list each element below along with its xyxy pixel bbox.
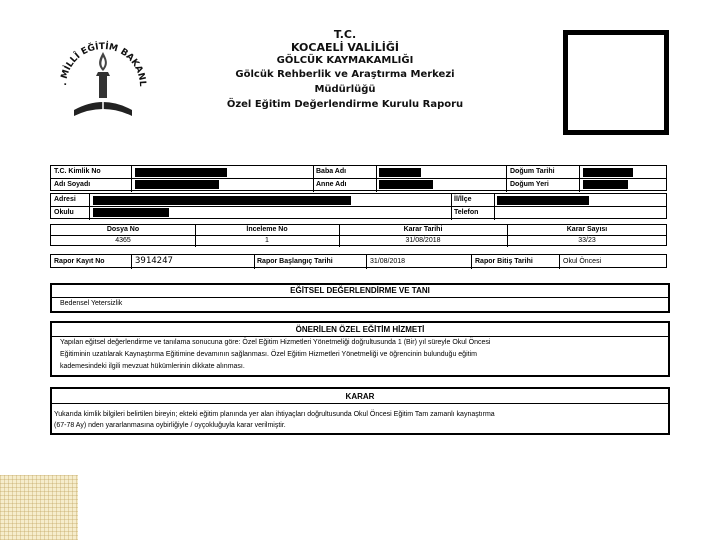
redacted-name (135, 180, 219, 189)
address-label: Adresi (54, 196, 76, 203)
file-no-value: 4365 (115, 237, 131, 244)
diagnosis-section (50, 283, 670, 313)
redacted-city (497, 196, 589, 205)
father-label: Baba Adı (316, 168, 347, 175)
decision-number-value: 33/23 (578, 237, 596, 244)
report-end-label: Rapor Bitiş Tarihi (475, 258, 533, 265)
mother-label: Anne Adı (316, 181, 347, 188)
report-row (50, 254, 667, 268)
decision-section (50, 387, 670, 435)
city-label: İl/İlçe (454, 196, 472, 203)
header-kaymakamlik: GÖLCÜK KAYMAKAMLIĞI (276, 55, 414, 66)
decision-number-header: Karar Sayısı (566, 226, 608, 233)
decision-line-1: Yukarıda kimlik bilgileri belirtilen bireyin; ekteki eğitim planında yer alan ihtiyaçları doğrultusunda Okul Öncesi Eğitim Tam zamanlı kaynaştırma (54, 411, 495, 418)
report-reg-value: 3914247 (135, 256, 173, 266)
file-no-header: Dosya No (106, 226, 140, 233)
header-center: Gölcük Rehberlik ve Araştırma Merkezi (235, 69, 455, 80)
recommendation-line-1: Yapılan eğitsel değerlendirme ve tanılama sonucuna göre: Özel Eğitim Hizmetleri Yönetmeliği doğrultusunda 1 (Bir) yıl süreyle Okul Öncesi (60, 339, 491, 346)
diagnosis-title: EĞİTSEL DEĞERLENDİRME VE TANI (290, 286, 430, 295)
name-label: Adı Soyadı (54, 181, 91, 188)
recommendation-line-2: Eğitiminin uzatılarak Kaynaştırma Eğitimine devamının sağlanması. Özel Eğitim Hizmetleri Yönetmeliği ve öğrencinin bulunduğu eğitim (60, 351, 477, 358)
page-title: Özel Eğitim Değerlendirme Kurulu Raporu (226, 99, 464, 110)
redacted-address (93, 196, 351, 205)
report-start-label: Rapor Başlangıç Tarihi (257, 258, 333, 265)
review-no-value: 1 (265, 237, 269, 244)
diagnosis-text: Bedensel Yetersizlik (60, 300, 123, 307)
report-reg-label: Rapor Kayıt No (54, 258, 105, 265)
school-label: Okulu (54, 209, 74, 216)
photo-box (563, 30, 669, 135)
tc-label: T.C. Kimlik No (54, 168, 101, 175)
redacted-tc (135, 168, 227, 177)
address-table (50, 193, 667, 219)
birthplace-label: Doğum Yeri (510, 181, 549, 188)
decision-date-value: 31/08/2018 (405, 237, 441, 244)
birthdate-label: Doğum Tarihi (510, 168, 555, 175)
review-no-header: İnceleme No (246, 226, 288, 233)
redacted-mother (379, 180, 433, 189)
header-valilik: KOCAELİ VALİLİĞİ (290, 41, 400, 54)
decision-title: KARAR (345, 392, 375, 401)
decision-date-header: Karar Tarihi (403, 226, 443, 233)
header-mudurluk: Müdürlüğü (314, 84, 376, 95)
corner-pattern (0, 475, 78, 540)
report-end-value: Okul Öncesi (563, 258, 602, 265)
redacted-father (379, 168, 421, 177)
redacted-school (93, 208, 169, 217)
file-table (50, 224, 667, 246)
identity-table (50, 165, 667, 191)
header-tc: T.C. (333, 28, 357, 41)
recommendation-line-3: kademesindeki ilgili mevzuat hükümlerinin dikkate alınması. (60, 363, 245, 370)
report-start-value: 31/08/2018 (370, 258, 406, 265)
logo-text: . MİLLÎ EĞİTİM BAKANL (58, 41, 148, 87)
ministry-logo (52, 30, 154, 132)
recommendation-title: ÖNERİLEN ÖZEL EĞİTİM HİZMETİ (295, 325, 425, 334)
redacted-birthplace (583, 180, 628, 189)
recommendation-section (50, 321, 670, 377)
phone-label: Telefon (454, 209, 479, 216)
decision-line-2: (67-78 Ay) nden yararlanmasına oybirliğiyle / oyçokluğuyla karar verilmiştir. (54, 422, 286, 429)
redacted-birthdate (583, 168, 633, 177)
